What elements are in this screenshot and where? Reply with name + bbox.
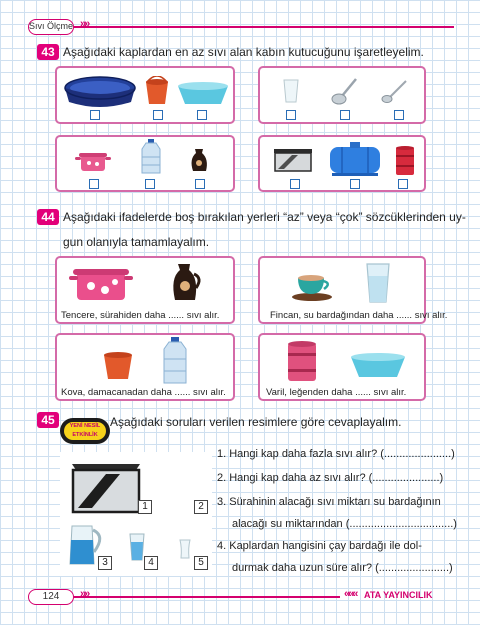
- header-rule: [74, 26, 454, 28]
- label-2: 2: [194, 500, 208, 514]
- water-tank-image: [328, 141, 382, 177]
- checkbox-bucket[interactable]: [153, 110, 163, 120]
- checkbox-ladle[interactable]: [340, 110, 350, 120]
- large-bucket-image: [101, 349, 135, 381]
- small-jug-image: [189, 147, 211, 175]
- q43-group-a: [55, 66, 235, 124]
- page-number: 124: [28, 589, 74, 605]
- question-number-44: 44: [37, 209, 59, 225]
- large-water-bottle-image: [161, 337, 189, 385]
- q44-sentence-1: Tencere, sürahiden daha ...... sıvı alır.: [61, 310, 220, 321]
- checkbox-small-pot[interactable]: [89, 179, 99, 189]
- ladle-image: [330, 76, 360, 106]
- q45-question-3-line2: alacağı su miktarından (..................................): [232, 518, 457, 530]
- teacup-image: [290, 272, 336, 302]
- small-pot-image: [75, 149, 111, 173]
- basin-image: [175, 80, 231, 106]
- q43-group-c: [55, 135, 235, 192]
- checkbox-aquarium[interactable]: [290, 179, 300, 189]
- label-4: 4: [144, 556, 158, 570]
- aquarium-image: [272, 145, 314, 175]
- question-number-43: 43: [37, 44, 59, 60]
- q44-sentence-2: Fincan, su bardağından daha ...... sıvı alır.: [270, 310, 448, 321]
- barrel-image: [286, 339, 318, 383]
- q44-item-cup-glass: [258, 256, 448, 324]
- water-glass-image: [364, 262, 392, 304]
- question-44-text-line1: Aşağıdaki ifadelerde boş bırakılan yerleri “az” veya “çok” sözcüklerinden uy-: [63, 210, 466, 224]
- question-number-45: 45: [37, 412, 59, 428]
- header-chevrons: »»: [80, 18, 89, 30]
- footer-chevrons-left: «««: [344, 588, 357, 600]
- q43-group-b: [258, 66, 426, 124]
- q45-question-3-line1: 3. Sürahinin alacağı sıvı miktarı su bardağının: [217, 496, 441, 508]
- q44-item-barrel-basin: [258, 333, 426, 401]
- tea-glass-image: [178, 538, 192, 560]
- checkbox-water-bottle[interactable]: [145, 179, 155, 189]
- checkbox-glass[interactable]: [286, 110, 296, 120]
- new-gen-badge: [60, 418, 110, 444]
- water-bottle-image: [139, 139, 163, 175]
- question-43-text: Aşağıdaki kaplardan en az sıvı alan kabın kutucuğunu işaretleyelim.: [63, 45, 424, 59]
- bucket-image: [143, 76, 171, 106]
- section-title: Sıvı Ölçme: [28, 19, 74, 35]
- q45-image-panel: [60, 452, 212, 576]
- checkbox-pool[interactable]: [90, 110, 100, 120]
- checkbox-water-tank[interactable]: [350, 179, 360, 189]
- q43-group-d: [258, 135, 426, 192]
- q45-question-2: 2. Hangi kap daha az sıvı alır? (......................): [217, 472, 444, 484]
- q45-question-1: 1. Hangi kap daha fazla sıvı alır? (......................): [217, 448, 455, 460]
- checkbox-red-barrel[interactable]: [398, 179, 408, 189]
- large-basin-image: [348, 351, 408, 379]
- question-45-text: Aşağıdaki soruları verilen resimlere göre cevaplayalım.: [110, 415, 402, 429]
- question-44-text-line2: gun olanıyla tamamlayalım.: [63, 235, 210, 249]
- aquarium-large-image: [68, 458, 144, 514]
- checkbox-basin[interactable]: [197, 110, 207, 120]
- label-5: 5: [194, 556, 208, 570]
- pool-image: [63, 74, 137, 108]
- checkbox-spoon[interactable]: [394, 110, 404, 120]
- footer-chevrons: »»: [80, 588, 89, 600]
- label-3: 3: [98, 556, 112, 570]
- q45-question-4-line1: 4. Kaplardan hangisini çay bardağı ile dol-: [217, 540, 422, 552]
- q45-question-4-line2: durmak daha uzun süre alır? (.......................): [232, 562, 453, 574]
- spoon-image: [380, 78, 408, 104]
- pot-image: [69, 264, 133, 302]
- glass-image: [282, 78, 300, 104]
- red-barrel-image: [394, 145, 416, 177]
- new-gen-badge-text: YENİ NESİL ETKİNLİK: [64, 422, 106, 440]
- checkbox-small-jug[interactable]: [195, 179, 205, 189]
- q44-sentence-4: Varil, leğenden daha ...... sıvı alır.: [266, 387, 407, 398]
- q44-item-bucket-bottle: [55, 333, 235, 401]
- footer-rule-left: [74, 596, 340, 598]
- publisher-name: ATA YAYINCILIK: [364, 590, 433, 600]
- jug-image: [169, 262, 203, 304]
- label-1: 1: [138, 500, 152, 514]
- q44-sentence-3: Kova, damacanadan daha ...... sıvı alır.: [61, 387, 226, 398]
- q44-item-pot-jug: [55, 256, 235, 324]
